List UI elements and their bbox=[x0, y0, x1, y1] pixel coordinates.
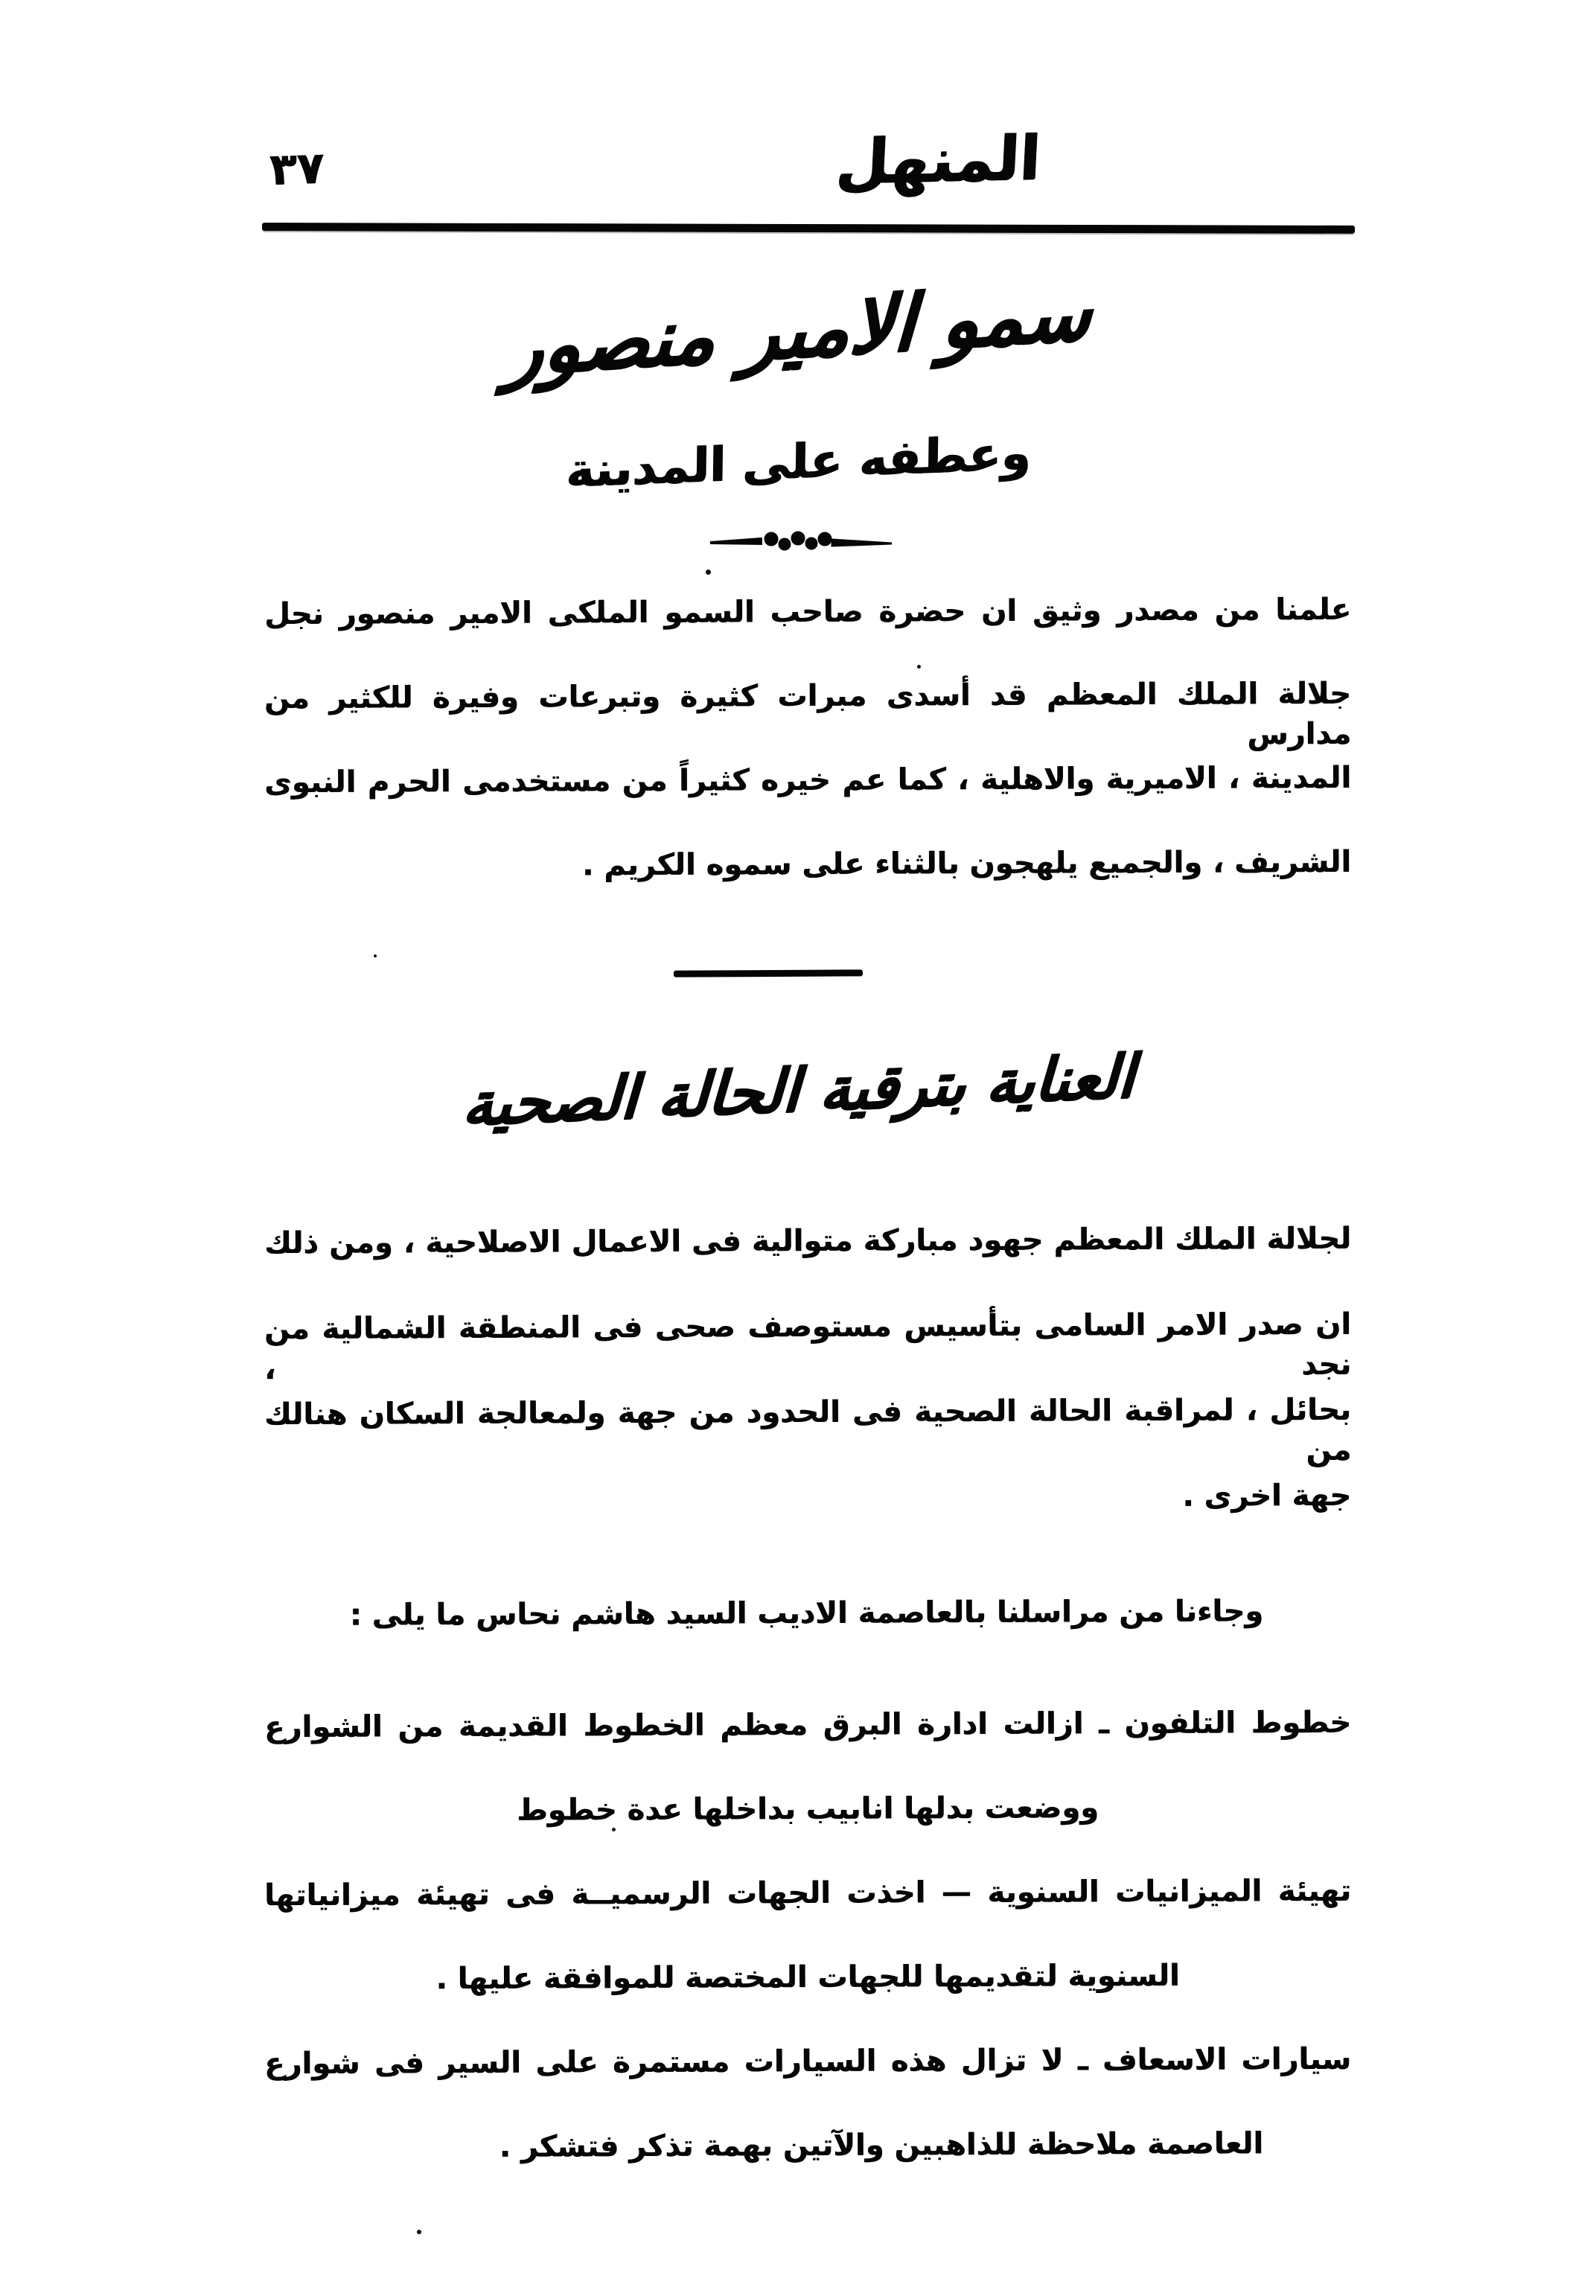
article1-line-3: المدينة ، الاميرية والاهلية ، كما عم خيره كثيراً من مستخدمى الحرم النبوى bbox=[264, 760, 1352, 800]
correspondent-intro-line: وجاءنا من مراسلنا بالعاصمة الاديب السيد هاشم نحاس ما يلى : bbox=[349, 1594, 1264, 1633]
news-item-telephone-line-2: ووضعت بدلها انابيب بداخلها عدة خطوط bbox=[516, 1790, 1099, 1828]
scan-speckle bbox=[374, 954, 377, 957]
article2-line-4: جهة اخرى . bbox=[1182, 1478, 1352, 1514]
article1-line-1: علمنا من مصدر وثيق ان حضرة صاحب السمو الملكى الامير منصور نجل bbox=[264, 592, 1352, 632]
scan-speckle bbox=[706, 570, 711, 575]
section-divider-rule bbox=[674, 969, 863, 977]
page-number: ٣٧ bbox=[268, 141, 325, 197]
article1-line-4: الشريف ، والجميع يلهجون بالثناء على سموه الكريم . bbox=[582, 844, 1352, 883]
news-item-ambulances-line-2: العاصمة ملاحظة للذاهبين والآتين بهمة تذكر فتشكر . bbox=[499, 2126, 1264, 2164]
news-item-ambulances-line-1: سيارات الاسعاف ـ لا تزال هذه السيارات مستمرة على السير فى شوارع bbox=[264, 2041, 1352, 2082]
article2-line-2: ان صدر الامر السامى بتأسيس مستوصف صحى فى المنطقة الشمالية من نجد ، bbox=[264, 1307, 1352, 1387]
article1-line-2: جلالة الملك المعظم قد أسدى مبرات كثيرة وتبرعات وفيرة للكثير من مدارس bbox=[264, 676, 1352, 752]
scan-speckle bbox=[417, 2230, 421, 2234]
news-item-telephone-line-1: خطوط التلفون ـ ازالت ادارة البرق معظم الخطوط القديمة من الشوارع bbox=[264, 1705, 1352, 1745]
news-item-budgets-line-1: تهيئة الميزانيات السنوية — اخذت الجهات الرسميــة فى تهيئة ميزانياتها bbox=[264, 1873, 1352, 1913]
article1-subtitle: وعطفه على المدينة bbox=[565, 425, 1031, 500]
scan-speckle bbox=[917, 665, 921, 669]
article2-title-calligraphy: العناية بترقية الحالة الصحية bbox=[460, 1041, 1136, 1140]
article2-line-1: لجلالة الملك المعظم جهود مباركة متوالية فى الاعمال الاصلاحية ، ومن ذلك bbox=[264, 1221, 1352, 1261]
article1-title-calligraphy: سمو الامير منصور bbox=[503, 266, 1093, 394]
news-item-budgets-line-2: السنوية لتقديمها للجهات المختصة للموافقة عليها . bbox=[435, 1958, 1180, 1997]
scan-speckle bbox=[612, 1828, 616, 1831]
header-rule bbox=[262, 223, 1355, 234]
ornament-divider bbox=[709, 526, 895, 555]
article2-line-3: بحائل ، لمراقبة الحالة الصحية فى الحدود من جهة ولمعالجة السكان هنالك من bbox=[264, 1392, 1352, 1468]
masthead-title: المنهل bbox=[834, 123, 1042, 198]
